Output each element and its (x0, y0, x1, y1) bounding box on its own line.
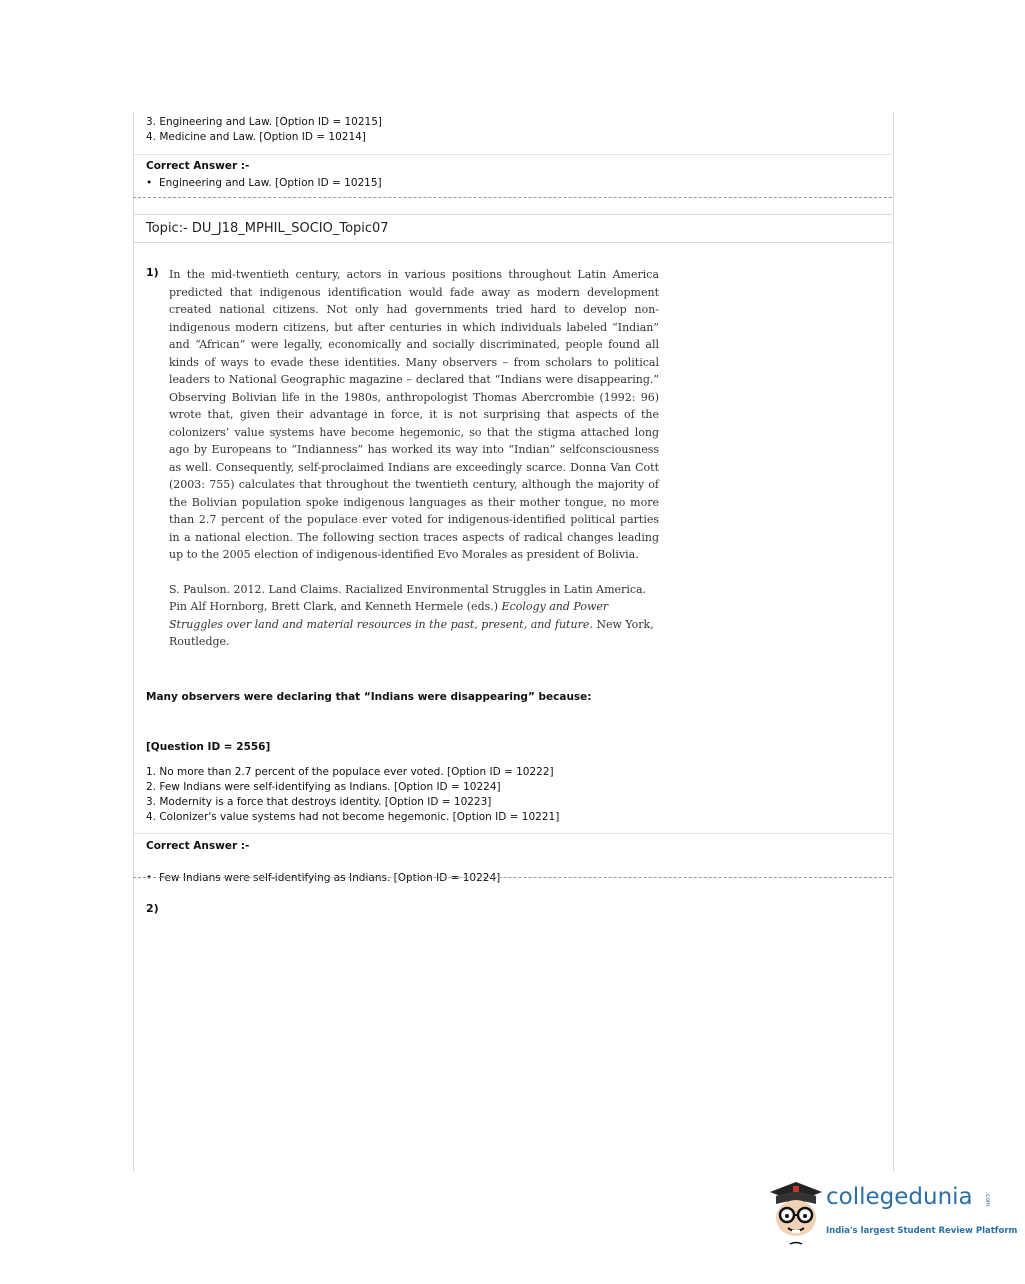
option-1: 1. No more than 2.7 percent of the populace ever voted. [Option ID = 10222] (146, 766, 554, 778)
question-id: [Question ID = 2556] (146, 741, 271, 753)
option-3: 3. Modernity is a force that destroys identity. [Option ID = 10223] (146, 796, 492, 808)
citation-authors: S. Paulson. 2012. Land Claims. Racialized Environmental Struggles in Latin America. Pin Alf Hornborg, Brett Clark, and Kenneth Hermele (eds.) (169, 582, 647, 613)
dashed-separator (133, 197, 892, 198)
passage (169, 266, 659, 651)
option-3: 3. Engineering and Law. [Option ID = 10215] (146, 116, 382, 128)
separator (133, 833, 892, 834)
question-text: Many observers were declaring that “Indians were disappearing” because: (146, 691, 592, 703)
correct-answer: • Engineering and Law. [Option ID = 10215] (146, 176, 1025, 191)
topic-header (133, 214, 892, 243)
correct-answer-label: Correct Answer :- (146, 160, 250, 172)
q1-options (146, 765, 559, 825)
citation (169, 581, 659, 651)
logo-tagline: India's largest Student Review Platform (826, 1226, 1018, 1236)
logo-domain: .com (984, 1192, 991, 1207)
separator (133, 154, 892, 155)
logo-wordmark: collegedunia (826, 1184, 973, 1210)
correct-answer-label: Correct Answer :- (146, 840, 250, 852)
passage-text: In the mid-twentieth century, actors in various positions throughout Latin America predicted that indigenous identification would fade away as modern development created national citizens. Not only had governments tried hard to develop non-indigenous modern citizens, but after centuries in which individuals labeled “Indian” and “African” were legally, economically and socially discriminated, people found all kinds of ways to evade these identities. Many observers – from scholars to political leaders to National Geographic magazine – declared that “Indians were disappearing.” Observing Bolivian life in the 1980s, anthropologist Thomas Abercrombie (1992: 96) wrote that, given their advantage in force, it is not surprising that aspects of the colonizers’ value systems have become hegemonic, so that the stigma attached long ago by Europeans to “Indianness” has worked its way into “Indian” selfconsciousness as well. Consequently, self-proclaimed Indians are exceedingly scarce. Donna Van Cott (2003: 755) calculates that throughout the twentieth century, although the majority of the Bolivian population spoke indigenous languages as their mother tongue, no more than 2.7 percent of the populace ever voted for indigenous-identified political parties in a national election. The following section traces aspects of radical changes leading up to the 2005 election of indigenous-identified Evo Morales as president of Bolivia. (169, 268, 659, 561)
question-number-2: 2) (146, 902, 159, 915)
option-2: 2. Few Indians were self-identifying as Indians. [Option ID = 10224] (146, 781, 501, 793)
graduate-cartoon-icon (766, 1178, 826, 1248)
prev-options (146, 115, 382, 145)
option-4: 4. Medicine and Law. [Option ID = 10214] (146, 131, 366, 143)
topic-title: Topic:- DU_J18_MPHIL_SOCIO_Topic07 (146, 221, 389, 236)
dashed-separator (133, 877, 892, 878)
question-number: 1) (146, 266, 159, 279)
citation-publisher: New York, Routledge. (169, 617, 654, 648)
option-4: 4. Colonizer's value systems had not become hegemonic. [Option ID = 10221] (146, 811, 560, 823)
correct-answer: • Few Indians were self-identifying as Indians. [Option ID = 10224] (146, 871, 1025, 886)
collegedunia-logo (766, 1178, 1018, 1248)
citation-title: Ecology and Power Struggles over land and material resources in the past, present, and future. (169, 600, 609, 631)
